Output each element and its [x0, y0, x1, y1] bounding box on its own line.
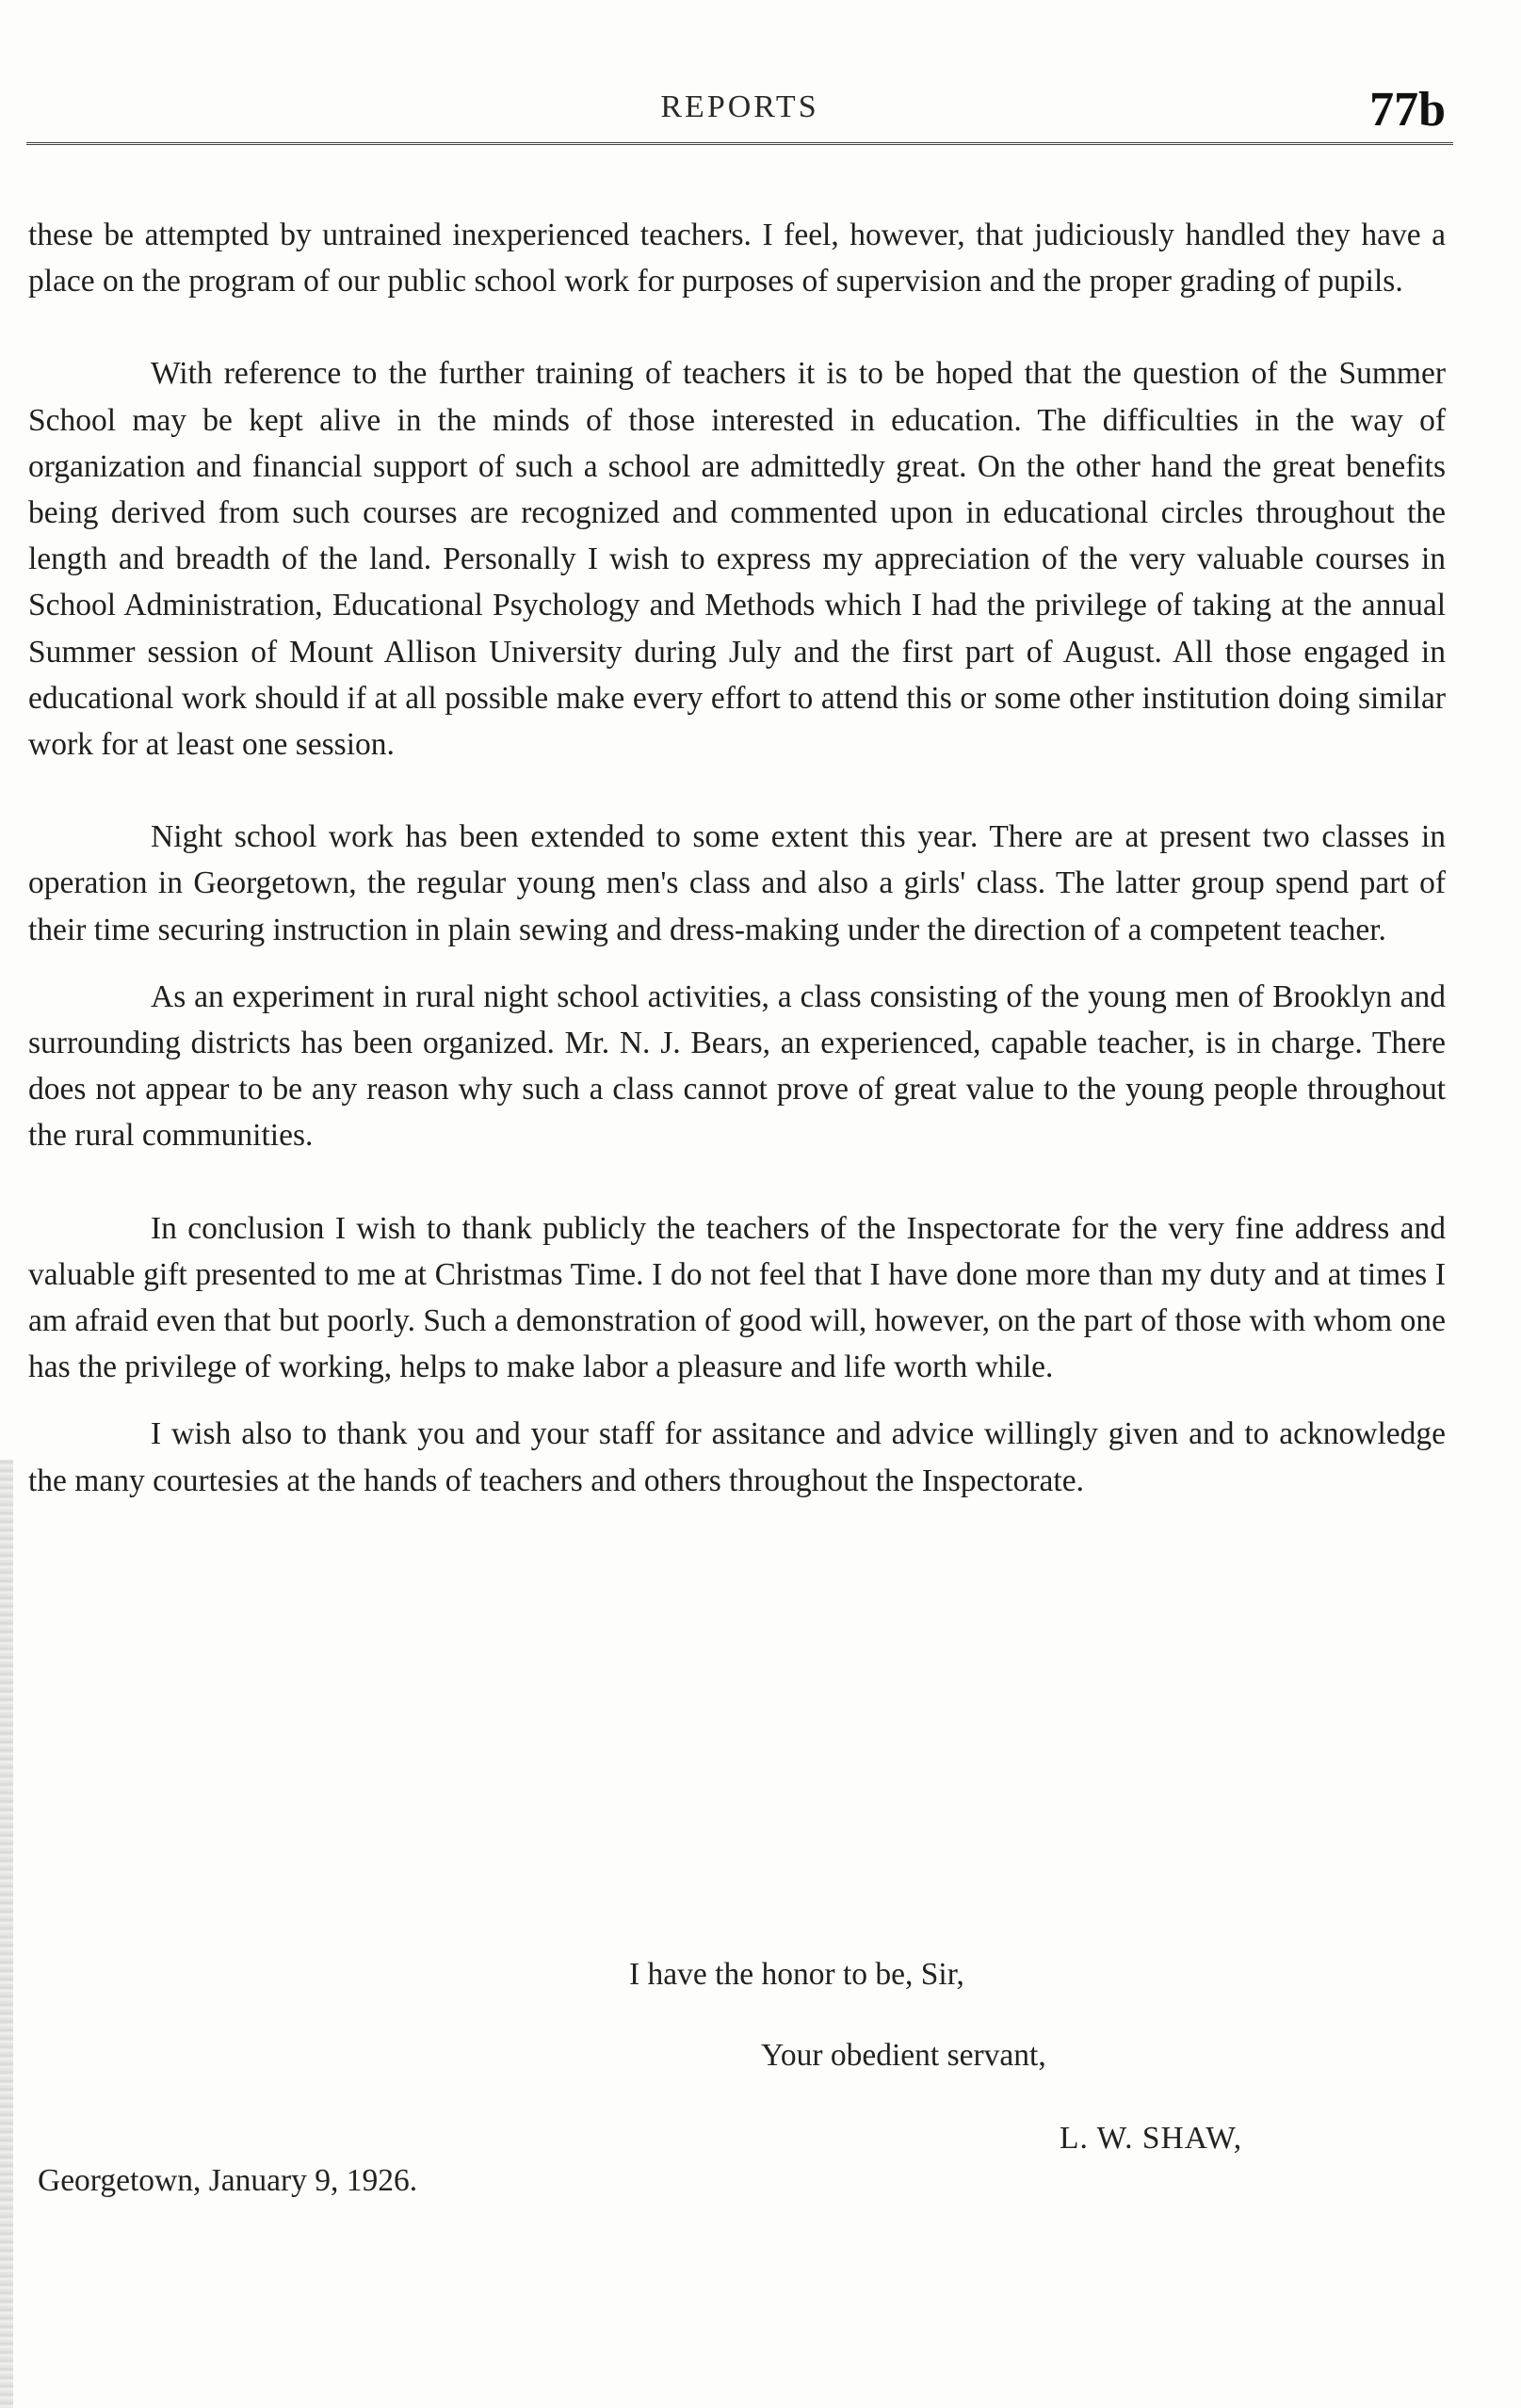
paragraph-conclusion: In conclusion I wish to thank publicly the teachers of the Inspectorate for the very fine address and valuable gift presented to me at Christmas Time. I do not feel that I have done more than my duty and at times I am afraid even that but poorly. Such a demonstration of good will, however, on the part of those with whom one has the privilege of working, helps to make labor a pleasure and life worth while. — [28, 1210, 1446, 1385]
page-number: 77b — [1369, 83, 1446, 137]
page-header — [26, 83, 1453, 155]
paragraph-summer-school: With reference to the further training of teachers it is to be hoped that the question of the Summer School may be kept alive in the minds of those interested in education. The difficulties in the way of organization and financial support of such a school are admittedly great. On the other hand the great benefits being derived from such courses are recognized and commented upon in educational circles throughout the length and breadth of the land. Personally I wish to express my appreciation of the very valuable courses in School Administration, Educational Psychology and Methods which I had the privilege of taking at the annual Summer session of Mount Allison University during July and the first part of August. All those engaged in educational work should if at all possible make every effort to attend this or some other institution doing similar work for at least one session. — [28, 356, 1446, 763]
page-edge-shadow — [0, 1460, 13, 2408]
paragraph-continuation: these be attempted by untrained inexperienced teachers. I feel, however, that judiciously handled they have a place on the program of our public school work for purposes of supervision and the proper grading of pupils. — [28, 218, 1446, 299]
report-body — [28, 212, 1446, 1504]
paragraph-thanks-staff: I wish also to thank you and your staff for assitance and advice willingly given and to acknowledge the many courtesies at the hands of teachers and others throughout the Inspectorate. — [28, 1416, 1446, 1498]
paragraph-night-school: Night school work has been extended to some extent this year. There are at present two classes in operation in Georgetown, the regular young men's class and also a girls' class. The latter group spend part of their time securing instruction in plain sewing and dress-making under the direction of a competent teacher. — [28, 819, 1446, 947]
running-head: REPORTS — [660, 89, 819, 124]
closing-salutation: I have the honor to be, Sir, — [629, 1957, 964, 1992]
header-rule — [26, 142, 1453, 145]
signature: L. W. SHAW, — [1060, 2121, 1243, 2156]
closing-complimentary: Your obedient servant, — [761, 2038, 1046, 2073]
paragraph-rural-experiment: As an experiment in rural night school activities, a class consisting of the young men of Brooklyn and surrounding districts has been organized. Mr. N. J. Bears, an experienced, capable teacher, is in charge. There does not appear to be any reason why such a class cannot prove of great value to the young people throughout the rural communities. — [28, 978, 1446, 1154]
dateline: Georgetown, January 9, 1926. — [38, 2163, 418, 2198]
